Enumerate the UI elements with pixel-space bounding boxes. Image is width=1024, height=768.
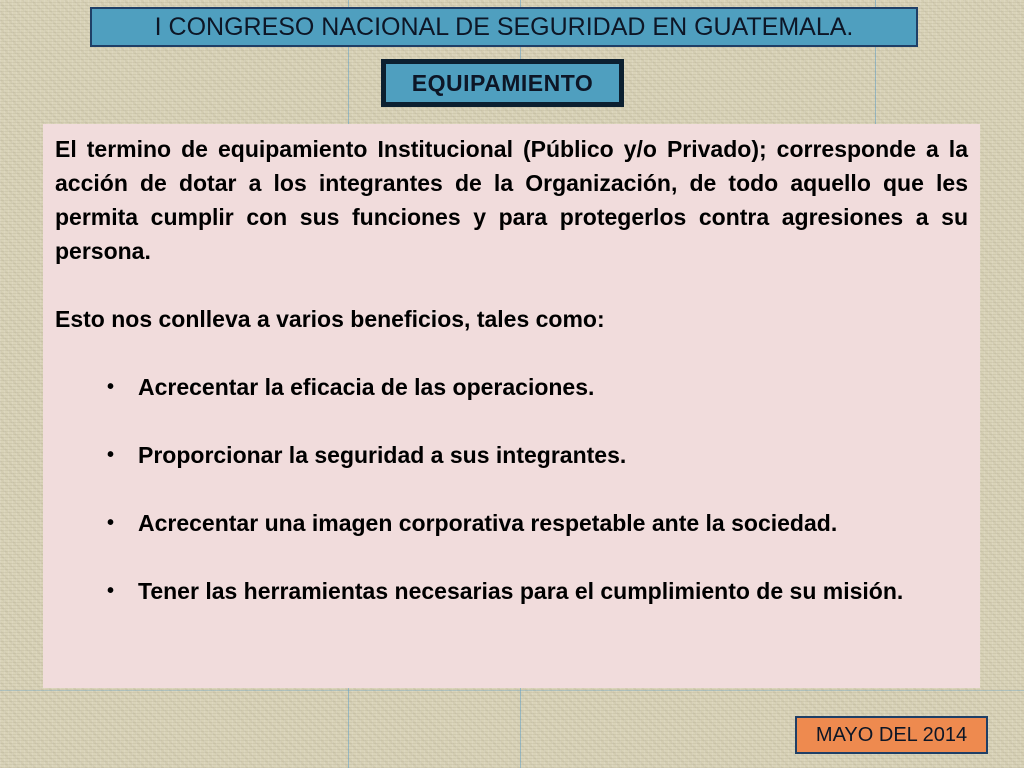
bullet-icon: • [107, 580, 115, 602]
section-heading: EQUIPAMIENTO [386, 64, 619, 102]
decorative-line [0, 690, 1024, 691]
list-item-text: Acrecentar la eficacia de las operaciones. [138, 374, 595, 400]
list-item-text: Acrecentar una imagen corporativa respetable ante la sociedad. [138, 510, 838, 536]
list-item [55, 438, 968, 472]
definition-paragraph: El termino de equipamiento Institucional (Público y/o Privado); corresponde a la acción de dotar a los integrantes de la Organización, de todo aquello que les permita cumplir con sus funciones y para protegerlos contra agresiones a su persona. [55, 136, 968, 264]
list-item [55, 506, 968, 540]
bullet-icon: • [107, 376, 115, 398]
benefits-intro: Esto nos conlleva a varios beneficios, tales como: [55, 306, 605, 332]
benefits-list [55, 370, 968, 608]
decorative-line [348, 688, 349, 768]
bullet-icon: • [107, 512, 115, 534]
content-panel [43, 124, 980, 688]
list-item-text: Tener las herramientas necesarias para el cumplimiento de su misión. [138, 578, 904, 604]
section-heading-frame [381, 59, 624, 107]
list-item [55, 574, 968, 608]
slide-title: I CONGRESO NACIONAL DE SEGURIDAD EN GUATEMALA. [90, 7, 918, 47]
decorative-line [520, 688, 521, 768]
bullet-icon: • [107, 444, 115, 466]
date-footer: MAYO DEL 2014 [795, 716, 988, 754]
list-item [55, 370, 968, 404]
list-item-text: Proporcionar la seguridad a sus integrantes. [138, 442, 627, 468]
